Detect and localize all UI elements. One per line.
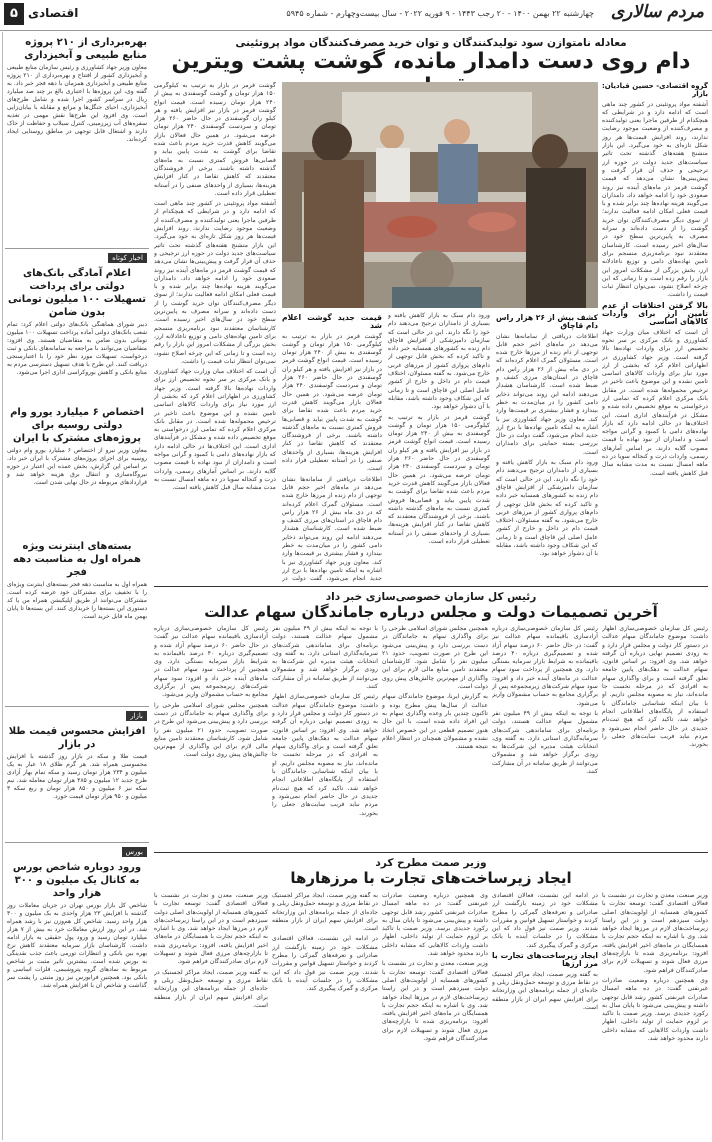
- lead-subhead-2: کشف بیش از ۲۶ هزار راس دام قاچاق: [496, 313, 598, 331]
- third-paragraph-2: وی همچنین درباره وضعیت صادرات غیرنفتی گفت: در ده ماهه امسال صادرات غیرنفتی کشور رشد قابل توجهی داشته و پیش‌بینی می‌شود تا پایان سال به رکورد جدیدی برسد. وزیر صمت با تاکید بر لزوم حمایت از تولید داخلی، اظهار داشت واردات کالاهایی که مشابه داخلی دارند محدود خواهد شد.: [602, 976, 708, 1043]
- lead-paragraph-4: اطلاعات دریافتی از سامانه‌ها نشان می‌دهد در ماه‌های اخیر حجم قابل توجهی از دام زنده از مرزها خارج شده است. مسئولان گمرک اعلام کرده‌اند که در دی ماه بیش از ۲۶ هزار راس دام قاچاق در استان‌های مرزی کشف و ضبط شده است. کارشناسان هشدار می‌دهند ادامه این روند می‌تواند ذخایر دامی کشور را در میان‌مدت به خطر بیندازد و فشار بیشتری بر قیمت‌ها وارد کند. معاون وزیر جهاد کشاورزی نیز با اشاره به اینکه تامین نهاده‌ها با نرخ ارز جدید انجام می‌شود، گفت دولت در حال بررسی بسته حمایتی برای دامداران است.: [496, 332, 598, 456]
- lead-paragraph-3b: ورود دام سبک به بازار کاهش یافته و بسیاری از دامداران ترجیح می‌دهند دام خود را نگه دارند. این در حالی است که سازمان دامپزشکی از افزایش قاچاق دام زنده به کشورهای همسایه خبر داده و تاکید کرده که بخش قابل توجهی از دام‌های پرواری کشور از مرزهای غربی خارج می‌شود. به گفته مسئولان، اختلاف قیمت دام در داخل و خارج از کشور عامل اصلی این قاچاق است و تا زمانی که این شکاف وجود داشته باشد، مقابله با آن دشوار خواهد بود.: [388, 312, 490, 411]
- masthead: [0, 0, 712, 31]
- sidebar-story-5-text: قیمت طلا و سکه در بازار روز گذشته با افزایش محسوسی همراه شد. هر گرم طلای ۱۸ عیار به یک میلیون و ۲۳۴ هزار تومان رسید و سکه تمام بهار آزادی طرح جدید ۱۲ میلیون و ۴۸۵ هزار تومان معامله شد. نیم سکه نیز ۶ میلیون و ۸۵۰ هزار تومان و ربع سکه ۳ میلیون و ۹۵۰ هزار تومان قیمت خورد.: [7, 753, 147, 800]
- third-kicker: وزیر صمت مطرح کرد: [375, 857, 487, 869]
- divider-1: [154, 586, 708, 587]
- sidebar-story-2: [3, 250, 151, 400]
- lead-paragraph-2b: گوشت قرمز در بازار به ترتیب به کیلوگرمی ۱۵۰ هزار تومان و گوشت گوسفندی به بیش از ۲۴۰ هزار تومان رسیده است. قیمت انواع گوشت قرمز در بازار نیز افزایش یافته و هر کیلو ران گوسفندی در حال حاضر ۲۶۰ هزار تومان و سردست گوسفندی ۲۴۰ هزار تومان عرضه می‌شود. در همین حال فعالان بازار می‌گویند کاهش قدرت خرید مردم باعث شده تقاضا برای گوشت به شدت پایین بیاید و قصابی‌ها فروش کمتری نسبت به ماه‌های گذشته داشته باشند. برخی از فروشندگان معتقدند که کاهش تقاضا در کنار افزایش هزینه‌ها، بسیاری از واحدهای صنفی را در آستانه تعطیلی قرار داده است.: [388, 413, 490, 546]
- lead-paragraph-1: آشفته مواد پروتئینی در کشور چند ماهی است که ادامه دارد و در شرایطی که هیچکدام از طرفین ماجرا یعنی تولیدکننده و مصرف‌کننده از وضعیت موجود رضایت ندارند، روند افزایش قیمت‌ها هر روز شکل تازه‌ای به خود می‌گیرد. این بازار متشنج هفته‌های گذشته تحت تاثیر سیاست‌های جدید دولت در حوزه ارز ترجیحی و حذف آن قرار گرفت و پیش‌بینی‌ها نشان می‌دهد که قیمت گوشت قرمز در ماه‌های آینده نیز روند صعودی خود را ادامه خواهد داد. دامداران می‌گویند هزینه نهاده‌ها چند برابر شده و با قیمت فعلی امکان ادامه فعالیت ندارند؛ از سوی دیگر مصرف‌کنندگان توان خرید گوشت را از دست داده‌اند و سرانه مصرف به پایین‌ترین سطح خود در سال‌های اخیر رسیده است. کارشناسان معتقدند نبود برنامه‌ریزی منسجم برای تامین نهاده‌های دامی و توزیع ناعادلانه ارز، بخش بزرگی از مشکلات امروز این بازار را رقم زده است و تا زمانی که این چرخه اصلاح نشود، نمی‌توان انتظار ثبات قیمت را داشت.: [602, 100, 708, 299]
- lead-column-3: [388, 312, 490, 582]
- sidebar-story-4: [3, 536, 151, 704]
- lead-column-5: [154, 82, 276, 582]
- third-column-3: [382, 892, 488, 1138]
- dateline: چهارشنبه ۲۲ بهمن ۱۴۰۰ - ۲۰ رجب ۱۴۴۳ - ۹ فوریه ۲۰۲۲ - سال بیست‌وچهارم - شماره ۵۹۴۵: [286, 9, 594, 18]
- sidebar: [2, 32, 151, 1140]
- lead-paragraph-5: آن است که اختلاف میان وزارت جهاد کشاورزی و بانک مرکزی بر سر نحوه تخصیص ارز برای واردات نهاده‌ها بالا گرفته است. وزیر جهاد کشاورزی در اظهاراتی اعلام کرد که بخشی از ارز مورد نیاز برای واردات کالاهای اساسی تامین نشده و این موضوع باعث تاخیر در ترخیص محموله‌ها شده است. در مقابل بانک مرکزی اعلام کرده که تمامی ارز درخواستی به موقع تخصیص داده شده و مشکل در فرآیندهای اداری است. این اختلاف‌ها در حالی ادامه دارد که بازار نهاده‌های دامی با کمبود و گرانی مواجه است و دامداران از نبود نهاده با قیمت مصوب گلایه دارند. بر اساس آمارهای رسمی، واردات ذرت و کنجاله سویا در ده ماهه امسال نسبت به مدت مشابه سال قبل کاهش یافته است.: [602, 328, 708, 477]
- third-paragraph-3b: در ادامه این نشست، فعالان اقتصادی مشکلات خود در زمینه بازگشت ارز صادراتی و تعرفه‌های گمرکی را مطرح کردند و خواستار تسهیل قوانین و مقررات شدند. وزیر صمت نیز قول داد که این مشکلات را در جلسات آینده با بانک مرکزی و گمرک پیگیری کند.: [272, 935, 378, 993]
- third-paragraph-1c: وزیر صنعت، معدن و تجارت در نشست با فعالان اقتصادی گفت: توسعه تجارت با کشورهای همسایه از اولویت‌های اصلی دولت سیزدهم است و در این راستا زیرساخت‌های لازم در مرزها ایجاد خواهد شد. وی با اشاره به اینکه حجم تجارت با همسایگان در ماه‌های اخیر افزایش یافته، افزود: برنامه‌ریزی شده تا بازارچه‌های مرزی فعال شوند و تسهیلات لازم برای صادرکنندگان فراهم شود.: [154, 892, 268, 966]
- second-paragraph-2: رئیس کل سازمان خصوصی‌سازی درباره آزادسازی باقیمانده سهام عدالت نیز گفت: در حال حاضر ۶۰ درصد سهام آزاد شده و تصمیم‌گیری درباره ۴۰ درصد باقیمانده به شرایط بازار سرمایه بستگی دارد. وی همچنین از پرداخت سود سهام عدالت در ماه‌های آینده خبر داد و افزود: سود سهام شرکت‌های زیرمجموعه پس از برگزاری مجامع به حساب مشمولان واریز می‌شود.: [492, 625, 598, 707]
- third-paragraph-1: وزیر صنعت، معدن و تجارت در نشست با فعالان اقتصادی گفت: توسعه تجارت با کشورهای همسایه از اولویت‌های اصلی دولت سیزدهم است و در این راستا زیرساخت‌های لازم در مرزها ایجاد خواهد شد. وی با اشاره به اینکه حجم تجارت با همسایگان در ماه‌های اخیر افزایش یافته، افزود: برنامه‌ریزی شده تا بازارچه‌های مرزی فعال شوند و تسهیلات لازم برای صادرکنندگان فراهم شود.: [602, 892, 708, 974]
- sidebar-story-3: [3, 402, 151, 532]
- third-paragraph-4: به گفته وزیر صمت، ایجاد مراکز لجستیک در نقاط مرزی و توسعه حمل‌ونقل ریلی و جاده‌ای از جمله برنامه‌های این وزارتخانه برای افزایش سهم ایران از بازار منطقه است.: [492, 970, 598, 1011]
- third-column-1: [602, 892, 708, 1138]
- third-subhead: ایجاد زیرساخت‌های تجارت با مرز ارزها: [492, 951, 598, 969]
- third-paragraph-2b: وی همچنین درباره وضعیت صادرات غیرنفتی گفت: در ده ماهه امسال صادرات غیرنفتی کشور رشد قابل توجهی داشته و پیش‌بینی می‌شود تا پایان سال به رکورد جدیدی برسد. وزیر صمت با تاکید بر لزوم حمایت از تولید داخلی، اظهار داشت واردات کالاهایی که مشابه داخلی دارند محدود خواهد شد.: [382, 892, 488, 958]
- page-number: ۵: [4, 3, 24, 25]
- lead-byline: گروه اقتصادی- حسین قبادیان: بازار: [602, 82, 708, 99]
- sidebar-story-2-text: دبیر شورای هماهنگی بانک‌های دولتی اعلام کرد: تمام شعب بانک‌های دولتی آماده پرداخت تسهیلات ۱۰۰ میلیون تومانی بدون ضامن به متقاضیان هستند. وی افزود: متقاضیان می‌توانند با مراجعه به سامانه‌های بانکی و ثبت درخواست، تسهیلات مورد نظر خود را با اعتبارسنجی دریافت کنند. این طرح با هدف تسهیل دسترسی مردم به منابع بانکی و کاهش بوروکراسی اداری اجرا می‌شود.: [7, 321, 147, 376]
- sidebar-story-1: [3, 32, 151, 246]
- lead-column-4: [282, 312, 382, 582]
- third-headline: ایجاد زیرساخت‌های تجارت با مرزهارها: [290, 869, 572, 887]
- second-headline: آخرین تصمیمات دولت و مجلس درباره جاماندگان سهام عدالت: [204, 603, 658, 621]
- butcher-shop-photo: [282, 82, 598, 308]
- lead-paragraph-1c: آشفته مواد پروتئینی در کشور چند ماهی است که ادامه دارد و در شرایطی که هیچکدام از طرفین ماجرا یعنی تولیدکننده و مصرف‌کننده از وضعیت موجود رضایت ندارند، روند افزایش قیمت‌ها هر روز شکل تازه‌ای به خود می‌گیرد. این بازار متشنج هفته‌های گذشته تحت تاثیر سیاست‌های جدید دولت در حوزه ارز ترجیحی و حذف آن قرار گرفت و پیش‌بینی‌ها نشان می‌دهد که قیمت گوشت قرمز در ماه‌های آینده نیز روند صعودی خود را ادامه خواهد داد. دامداران می‌گویند هزینه نهاده‌ها چند برابر شده و با قیمت فعلی امکان ادامه فعالیت ندارند؛ از سوی دیگر مصرف‌کنندگان توان خرید گوشت را از دست داده‌اند و سرانه مصرف به پایین‌ترین سطح خود در سال‌های اخیر رسیده است. کارشناسان معتقدند نبود برنامه‌ریزی منسجم برای تامین نهاده‌های دامی و توزیع ناعادلانه ارز، بخش بزرگی از مشکلات امروز این بازار را رقم زده است و تا زمانی که این چرخه اصلاح نشود، نمی‌توان انتظار ثبات قیمت را داشت.: [154, 200, 276, 365]
- lead-headline: دام روی دست دامدار مانده، گوشت پشت ویترین: [171, 49, 691, 74]
- sidebar-story-4-text: همراه اول به مناسبت دهه فجر بسته‌های اینترنت ویژه‌ای را با تخفیف برای مشترکان خود عرضه کرده است. مشترکان می‌توانند از طریق اپلیکیشن همراه من یا کد دستوری این بسته‌ها را خریداری کنند. این بسته‌ها تا پایان بهمن ماه قابل خرید است.: [7, 581, 147, 620]
- second-paragraph-3: با توجه به اینکه بیش از ۴۹ میلیون نفر مشمول سهام عدالت هستند، دولت برنامه‌ای برای ساماندهی شرکت‌های سرمایه‌گذاری استانی دارد. به گفته وی، انتخابات هیئت مدیره این شرکت‌ها به زودی برگزار خواهد شد و مشمولان می‌توانند از طریق سامانه در آن مشارکت کنند.: [492, 709, 598, 776]
- lead-paragraph-5c: آن است که اختلاف میان وزارت جهاد کشاورزی و بانک مرکزی بر سر نحوه تخصیص ارز برای واردات نهاده‌ها بالا گرفته است. وزیر جهاد کشاورزی در اظهاراتی اعلام کرد که بخشی از ارز مورد نیاز برای واردات کالاهای اساسی تامین نشده و این موضوع باعث تاخیر در ترخیص محموله‌ها شده است. در مقابل بانک مرکزی اعلام کرده که تمامی ارز درخواستی به موقع تخصیص داده شده و مشکل در فرآیندهای اداری است. این اختلاف‌ها در حالی ادامه دارد که بازار نهاده‌های دامی با کمبود و گرانی مواجه است و دامداران از نبود نهاده با قیمت مصوب گلایه دارند. بر اساس آمارهای رسمی، واردات ذرت و کنجاله سویا در ده ماهه امسال نسبت به مدت مشابه سال قبل کاهش یافته است.: [154, 368, 276, 492]
- lead-paragraph-2c: گوشت قرمز در بازار به ترتیب به کیلوگرمی ۱۵۰ هزار تومان و گوشت گوسفندی به بیش از ۲۴۰ هزار تومان رسیده است. قیمت انواع گوشت قرمز در بازار نیز افزایش یافته و هر کیلو ران گوسفندی در حال حاضر ۲۶۰ هزار تومان و سردست گوسفندی ۲۴۰ هزار تومان عرضه می‌شود. در همین حال فعالان بازار می‌گویند کاهش قدرت خرید مردم باعث شده تقاضا برای گوشت به شدت پایین بیاید و قصابی‌ها فروش کمتری نسبت به ماه‌های گذشته داشته باشند. برخی از فروشندگان معتقدند که کاهش تقاضا در کنار افزایش هزینه‌ها، بسیاری از واحدهای صنفی را در آستانه تعطیلی قرار داده است.: [154, 82, 276, 197]
- sidebar-story-6-text: شاخص کل بازار بورس تهران در جریان معاملات روز گذشته با افزایش ۲۳ هزار واحدی به یک میلیون و ۳۰۰ هزار واحد رسید. شاخص کل هم‌وزن نیز با رشد همراه شد. در این روز ارزش معاملات خرد به بیش از ۷ هزار میلیارد تومان رسید و ورود پول حقیقی به بازار ادامه داشت. کارشناسان بازار سرمایه معتقدند کاهش نرخ بهره بین بانکی و انتظارات تورمی باعث جذب نقدینگی به بورس شده است. بیشترین تاثیر مثبت بر شاخص مربوط به نمادهای گروه پتروشیمی، فلزات اساسی و بانکی بود. همچنین فرابورس نیز روز مثبتی را پشت سر گذاشت و شاخص آن با افزایش همراه شد.: [7, 902, 147, 989]
- second-column-4: [272, 625, 378, 850]
- second-paragraph-1: رئیس کل سازمان خصوصی‌سازی اظهار داشت: موضوع جاماندگان سهام عدالت در دستور کار دولت و مجلس قرار دارد و به زودی تصمیم نهایی درباره آن گرفته خواهد شد. وی افزود: بر اساس قانون، سهام عدالت به دهک‌های پایین جامعه تعلق گرفته است و برای واگذاری سهام به افرادی که در مرحله نخست جا مانده‌اند، نیاز به مصوبه مجلس داریم. او با بیان اینکه شناسایی جاماندگان با استفاده از پایگاه‌های اطلاعاتی انجام خواهد شد، تاکید کرد که هیچ ثبت‌نام جدیدی در حال حاضر انجام نمی‌شود و مردم نباید فریب سایت‌های جعلی را بخورند.: [602, 625, 708, 749]
- lead-column-1: [602, 82, 708, 582]
- sidebar-story-5-headline: افزایش محسوس قیمت طلا در بازار: [8, 726, 146, 750]
- lead-kicker: معادله نامتوازن سود تولیدکنندگان و توان خرید مصرف‌کنندگان مواد پروتئینی: [235, 37, 627, 49]
- market-tag: بازار: [126, 711, 147, 721]
- section-title: اقتصادی: [28, 6, 79, 20]
- second-paragraph-5: به گزارش ایرنا، موضوع جاماندگان سهام عدالت از سال‌ها پیش مطرح بوده و تاکنون چندین بار وعده واگذاری سهام به این افراد داده شده است. با این حال هنوز تصمیم قطعی در این خصوص اتخاذ نشده و مشمولان همچنان در انتظار اعلام نتیجه هستند.: [382, 693, 488, 751]
- third-column-5: [154, 892, 268, 1138]
- third-column-4: [272, 892, 378, 1138]
- sidebar-story-6-headline: ورود دوباره شاخص بورس به کانال یک میلیون و ۳۰۰ هزار واحد: [12, 862, 142, 899]
- second-column-3: [382, 625, 488, 850]
- second-kicker: رئیس کل سازمان خصوصی‌سازی خبر داد: [325, 591, 537, 603]
- divider-2: [154, 852, 708, 853]
- third-paragraph-3: در ادامه این نشست، فعالان اقتصادی مشکلات خود در زمینه بازگشت ارز صادراتی و تعرفه‌های گمرکی را مطرح کردند و خواستار تسهیل قوانین و مقررات شدند. وزیر صمت نیز قول داد که این مشکلات را در جلسات آینده با بانک مرکزی و گمرک پیگیری کند.: [492, 892, 598, 949]
- lead-paragraph-4b: اطلاعات دریافتی از سامانه‌ها نشان می‌دهد در ماه‌های اخیر حجم قابل توجهی از دام زنده از مرزها خارج شده است. مسئولان گمرک اعلام کرده‌اند که در دی ماه بیش از ۲۶ هزار راس دام قاچاق در استان‌های مرزی کشف و ضبط شده است. کارشناسان هشدار می‌دهند ادامه این روند می‌تواند ذخایر دامی کشور را در میان‌مدت به خطر بیندازد و فشار بیشتری بر قیمت‌ها وارد کند. معاون وزیر جهاد کشاورزی نیز با اشاره به اینکه تامین نهاده‌ها با نرخ ارز جدید انجام می‌شود، گفت دولت در: [282, 475, 382, 582]
- lead-subhead-3: قیمت جدید گوشت اعلام شد: [282, 313, 382, 331]
- lead-subhead-1: بالا گرفتن اختلافات از عدم تامین ارز برای واردات کالاهای اساسی: [602, 300, 708, 327]
- newspaper-logo: مردم سالاری: [610, 2, 704, 22]
- sidebar-divider-2: [5, 706, 149, 707]
- second-paragraph-4: همچنین مجلس شورای اسلامی طرحی را برای واگذاری سهام به جاماندگان در دست بررسی دارد و پیش‌بینی می‌شود این طرح در صورت تصویب، حدود ۲۱ میلیون نفر را شامل شود. کارشناسان معتقدند تامین منابع مالی لازم برای این واگذاری از مهم‌ترین چالش‌های پیش روی دولت است.: [382, 625, 488, 691]
- lead-column-2: [496, 312, 598, 582]
- lead-photo: [282, 82, 598, 308]
- second-paragraph-1b: رئیس کل سازمان خصوصی‌سازی اظهار داشت: موضوع جاماندگان سهام عدالت در دستور کار دولت و مجلس قرار دارد و به زودی تصمیم نهایی درباره آن گرفته خواهد شد. وی افزود: بر اساس قانون، سهام عدالت به دهک‌های پایین جامعه تعلق گرفته است و برای واگذاری سهام به افرادی که در مرحله نخست جا مانده‌اند، نیاز به مصوبه مجلس داریم. او با بیان اینکه شناسایی جاماندگان با استفاده از پایگاه‌های اطلاعاتی انجام خواهد شد، تاکید کرد که هیچ ثبت‌نام جدیدی در حال حاضر انجام نمی‌شود و مردم نباید فریب سایت‌های جعلی را بخورند.: [272, 693, 378, 817]
- sidebar-story-3-text: معاون وزیر نیرو از اختصاص ۶ میلیارد یورو وام دولتی روسیه برای اجرای پروژه‌های مشترک با ایران خبر داد. بر اساس این گزارش، بخش عمده این اعتبار در حوزه نیروگاه‌سازی و انتقال برق هزینه خواهد شد و قراردادهای مربوطه در حال نهایی شدن است.: [7, 447, 147, 486]
- sidebar-story-4-headline: بسته‌های اینترنت ویژه همراه اول به مناسبت دهه فجر: [13, 541, 141, 578]
- second-paragraph-3b: با توجه به اینکه بیش از ۴۹ میلیون نفر مشمول سهام عدالت هستند، دولت برنامه‌ای برای ساماندهی شرکت‌های سرمایه‌گذاری استانی دارد. به گفته وی، انتخابات هیئت مدیره این شرکت‌ها به زودی برگزار خواهد شد و مشمولان می‌توانند از طریق سامانه در آن مشارکت کنند.: [272, 625, 378, 691]
- sidebar-story-1-headline: بهره‌برداری از ۲۱۰ پروژه منابع طبیعی و آبخیزداری: [24, 37, 147, 61]
- third-column-2: [492, 892, 598, 1138]
- sidebar-story-3-headline: اختصاص ۶ میلیارد یورو وام دولتی روسیه برای پروژه‌های مشترک با ایران: [10, 407, 144, 444]
- bourse-tag: بورس: [122, 847, 148, 857]
- second-paragraph-4b: همچنین مجلس شورای اسلامی طرحی را برای واگذاری سهام به جاماندگان در دست بررسی دارد و پیش‌بینی می‌شود این طرح در صورت تصویب، حدود ۲۱ میلیون نفر را شامل شود. کارشناسان معتقدند تامین منابع مالی لازم برای این واگذاری از مهم‌ترین چالش‌های پیش روی دولت است.: [154, 701, 268, 759]
- sidebar-divider-1: [5, 248, 149, 249]
- lead-paragraph-3: ورود دام سبک به بازار کاهش یافته و بسیاری از دامداران ترجیح می‌دهند دام خود را نگه دارند. این در حالی است که سازمان دامپزشکی از افزایش قاچاق دام زنده به کشورهای همسایه خبر داده و تاکید کرده که بخش قابل توجهی از دام‌های پرواری کشور از مرزهای غربی خارج می‌شود. به گفته مسئولان، اختلاف قیمت دام در داخل و خارج از کشور عامل اصلی این قاچاق است و تا زمانی که این شکاف وجود داشته باشد، مقابله با آن دشوار خواهد بود.: [496, 459, 598, 558]
- second-paragraph-2b: رئیس کل سازمان خصوصی‌سازی درباره آزادسازی باقیمانده سهام عدالت نیز گفت: در حال حاضر ۶۰ درصد سهام آزاد شده و تصمیم‌گیری درباره ۴۰ درصد باقیمانده به شرایط بازار سرمایه بستگی دارد. وی همچنین از پرداخت سود سهام عدالت در ماه‌های آینده خبر داد و افزود: سود سهام شرکت‌های زیرمجموعه پس از برگزاری مجامع به حساب مشمولان واریز می‌شود.: [154, 625, 268, 699]
- second-column-5: [154, 625, 268, 850]
- sidebar-story-6: [3, 844, 151, 1138]
- third-paragraph-4c: به گفته وزیر صمت، ایجاد مراکز لجستیک در نقاط مرزی و توسعه حمل‌ونقل ریلی و جاده‌ای از جمله برنامه‌های این وزارتخانه برای افزایش سهم ایران از بازار منطقه است.: [154, 968, 268, 1009]
- lead-paragraph-2: گوشت قرمز در بازار به ترتیب به کیلوگرمی ۱۵۰ هزار تومان و گوشت گوسفندی به بیش از ۲۴۰ هزار تومان رسیده است. قیمت انواع گوشت قرمز در بازار نیز افزایش یافته و هر کیلو ران گوسفندی در حال حاضر ۲۶۰ هزار تومان و سردست گوسفندی ۲۴۰ هزار تومان عرضه می‌شود. در همین حال فعالان بازار می‌گویند کاهش قدرت خرید مردم باعث شده تقاضا برای گوشت به شدت پایین بیاید و قصابی‌ها فروش کمتری نسبت به ماه‌های گذشته داشته باشند. برخی از فروشندگان معتقدند که کاهش تقاضا در کنار افزایش هزینه‌ها، بسیاری از واحدهای صنفی را در آستانه تعطیلی قرار داده است.: [282, 332, 382, 473]
- sidebar-story-5: [3, 708, 151, 840]
- news-tag: اخبار کوتاه: [108, 253, 147, 263]
- sidebar-divider-3: [5, 842, 149, 843]
- sidebar-story-1-text: معاون وزیر جهاد کشاورزی و رئیس سازمان منابع طبیعی و آبخیزداری کشور از افتتاح و بهره‌برداری از ۲۱۰ پروژه منابع طبیعی و آبخیزداری همزمان با دهه فجر خبر داد. به گفته وی، این پروژه‌ها با اعتباری بالغ بر چند صد میلیارد ریال در سراسر کشور اجرا شده و شامل طرح‌های آبخیزداری، احیای جنگل‌ها و مراتع و مقابله با بیابان‌زایی است. وی افزود این طرح‌ها نقش مهمی در تغذیه سفره‌های آب زیرزمینی، کنترل سیلاب و حفاظت از خاک دارند و اشتغال قابل توجهی در مناطق روستایی ایجاد کرده‌اند.: [7, 64, 147, 143]
- sidebar-story-2-headline: اعلام آمادگی بانک‌های دولتی برای پرداخت تسهیلات ۱۰۰ میلیون تومانی بدون ضامن: [7, 268, 147, 318]
- second-column-1: [602, 625, 708, 850]
- third-paragraph-4b: به گفته وزیر صمت، ایجاد مراکز لجستیک در نقاط مرزی و توسعه حمل‌ونقل ریلی و جاده‌ای از جمله برنامه‌های این وزارتخانه برای افزایش سهم ایران از بازار منطقه است.: [272, 892, 378, 933]
- second-column-2: [492, 625, 598, 850]
- third-paragraph-1b: وزیر صنعت، معدن و تجارت در نشست با فعالان اقتصادی گفت: توسعه تجارت با کشورهای همسایه از اولویت‌های اصلی دولت سیزدهم است و در این راستا زیرساخت‌های لازم در مرزها ایجاد خواهد شد. وی با اشاره به اینکه حجم تجارت با همسایگان در ماه‌های اخیر افزایش یافته، افزود: برنامه‌ریزی شده تا بازارچه‌های مرزی فعال شوند و تسهیلات لازم برای صادرکنندگان فراهم شود.: [382, 960, 488, 1043]
